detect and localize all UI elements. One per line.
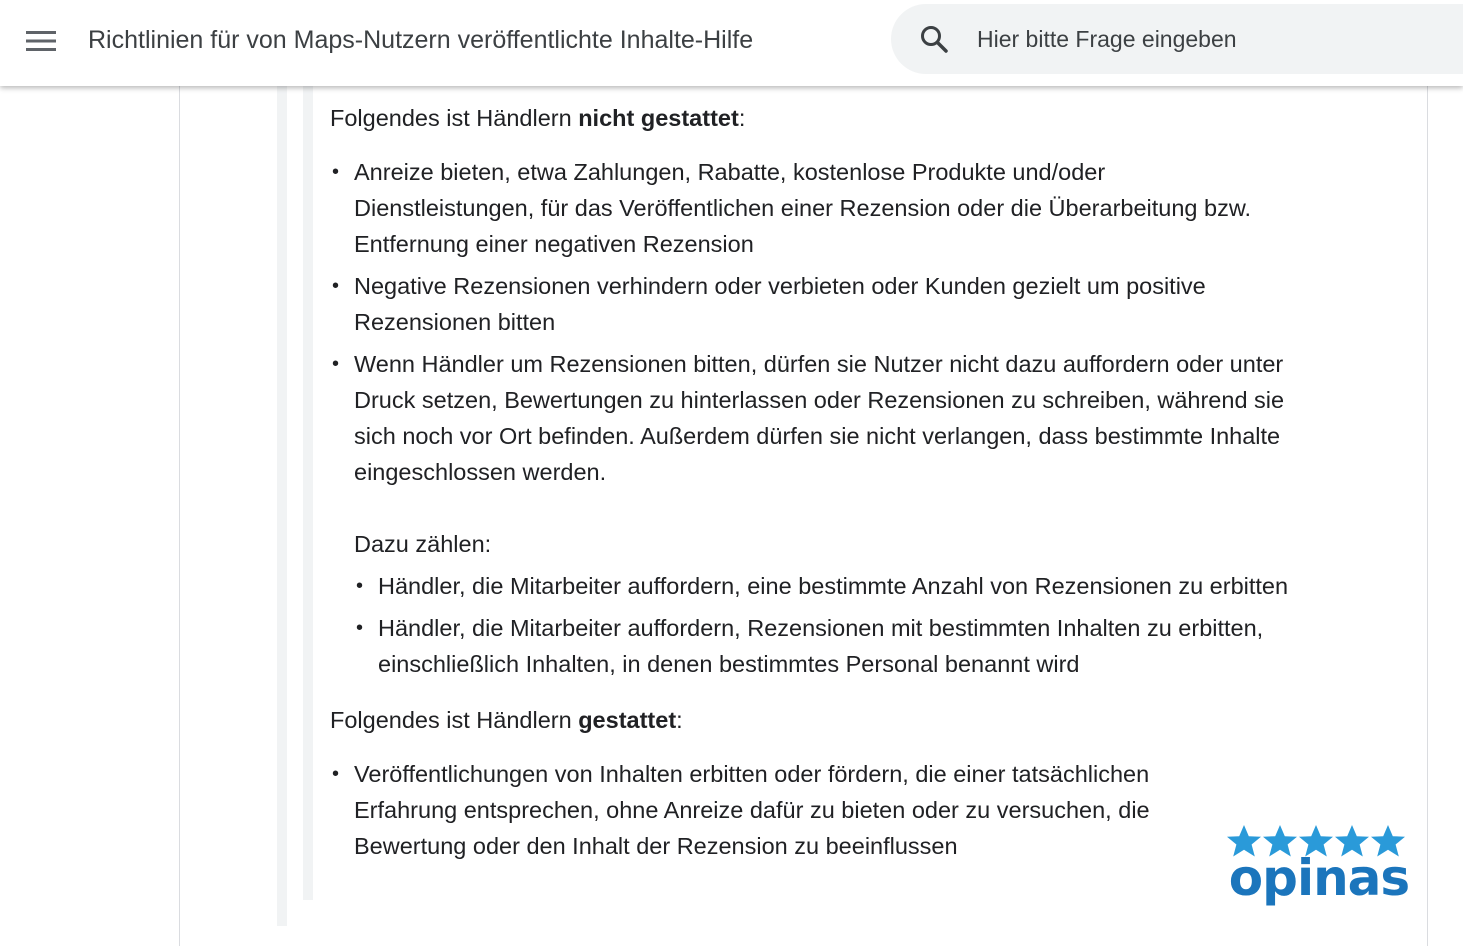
not-allowed-list [330,154,1290,682]
quote-bar-outer [277,86,287,926]
search-icon[interactable] [919,24,949,54]
intro-suffix: : [676,707,683,733]
sub-list-intro: Dazu zählen: [354,531,492,557]
list-item: • Anreize bieten, etwa Zahlungen, Rabatte, kostenlose Produkte und/oder Dienstleistungen, für das Veröffentlichen einer Rezension oder die Überarbeitung bzw. Entfernung einer negativen Rezension [330,154,1290,262]
app-header [0,0,1463,86]
intro-suffix: : [738,105,746,131]
list-item: • Negative Rezensionen verhindern oder verbieten oder Kunden gezielt um positive Rezensionen bitten [330,268,1290,340]
page-title[interactable]: Richtlinien für von Maps-Nutzern veröffentlichte Inhalte-Hilfe [88,26,754,54]
list-item [330,346,1290,682]
search-box[interactable] [891,4,1463,74]
intro-text: Folgendes ist Händlern [330,707,579,733]
hamburger-menu-icon[interactable] [22,22,60,60]
opinas-logo-text: opinas [1228,849,1410,907]
sub-list-item: • Händler, die Mitarbeiter auffordern, Rezensionen mit bestimmten Inhalten zu erbitten, einschließlich Inhalten, in denen bestimmtes Personal benannt wird [354,610,1290,682]
article-body [330,100,1290,870]
opinas-logo [1222,822,1416,914]
sub-list [354,568,1290,682]
search-input[interactable] [977,20,1457,58]
list-item-text: Wenn Händler um Rezensionen bitten, dürfen sie Nutzer nicht dazu auffordern oder unter Druck setzen, Bewertungen zu hinterlassen oder Rezensionen zu schreiben, während sie sich noch vor Ort befinden. Außerdem dürfen sie nicht verlangen, dass bestimmte Inhalte eingeschlossen werden. [354,351,1285,485]
intro-bold: gestattet [578,707,677,733]
not-allowed-intro [330,100,1290,136]
list-item: • Veröffentlichungen von Inhalten erbitten oder fördern, die einer tatsächlichen Erfahrung entsprechen, ohne Anreize dafür zu bieten oder zu versuchen, die Bewertung oder den Inhalt der Rezension zu beeinflussen [330,756,1190,864]
allowed-intro [330,702,1290,738]
quote-bar-inner [303,86,313,900]
intro-bold: nicht gestattet [578,105,739,131]
allowed-list [330,756,1190,864]
sub-list-item: • Händler, die Mitarbeiter auffordern, eine bestimmte Anzahl von Rezensionen zu erbitten [354,568,1290,604]
intro-text: Folgendes ist Händlern [330,105,579,131]
